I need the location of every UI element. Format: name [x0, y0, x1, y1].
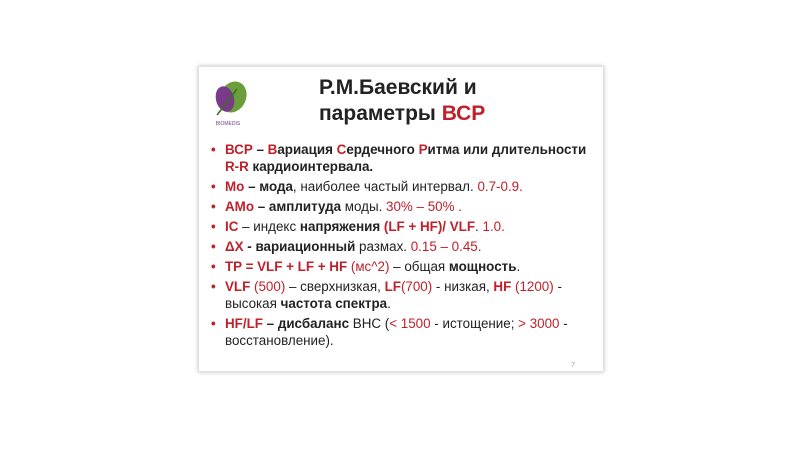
parameters-list — [209, 141, 589, 352]
logo-text: BIOMEDIS — [215, 121, 241, 127]
list-item: • VLF (500) – сверхнизкая, LF(700) - низкая, HF (1200) - высокая частота спектра. — [209, 278, 589, 312]
biomedis-logo — [207, 79, 249, 127]
list-item: • HF/LF – дисбаланс ВНС (< 1500 - истощение; > 3000 - восстановление). — [209, 315, 589, 349]
list-item: • ΔX - вариационный размах. 0.15 – 0.45. — [209, 238, 589, 255]
title-line-2: параметры ВСР — [319, 102, 486, 125]
list-item: • TP = VLF + LF + HF (мс^2) – общая мощность. — [209, 258, 589, 275]
slide — [198, 66, 604, 372]
list-item: • Мо – мода, наиболее частый интервал. 0.7-0.9. — [209, 178, 589, 195]
list-item: • АМо – амплитуда моды. 30% – 50% . — [209, 198, 589, 215]
slide-title — [319, 75, 579, 127]
page-number: 7 — [571, 362, 575, 369]
list-item: • ВСР – Вариация Сердечного Ритма или длительности R-R кардиоинтервала. — [209, 141, 589, 175]
title-line-1: Р.М.Баевский и — [319, 76, 477, 99]
list-item: • IC – индекс напряжения (LF + HF)/ VLF. 1.0. — [209, 218, 589, 235]
